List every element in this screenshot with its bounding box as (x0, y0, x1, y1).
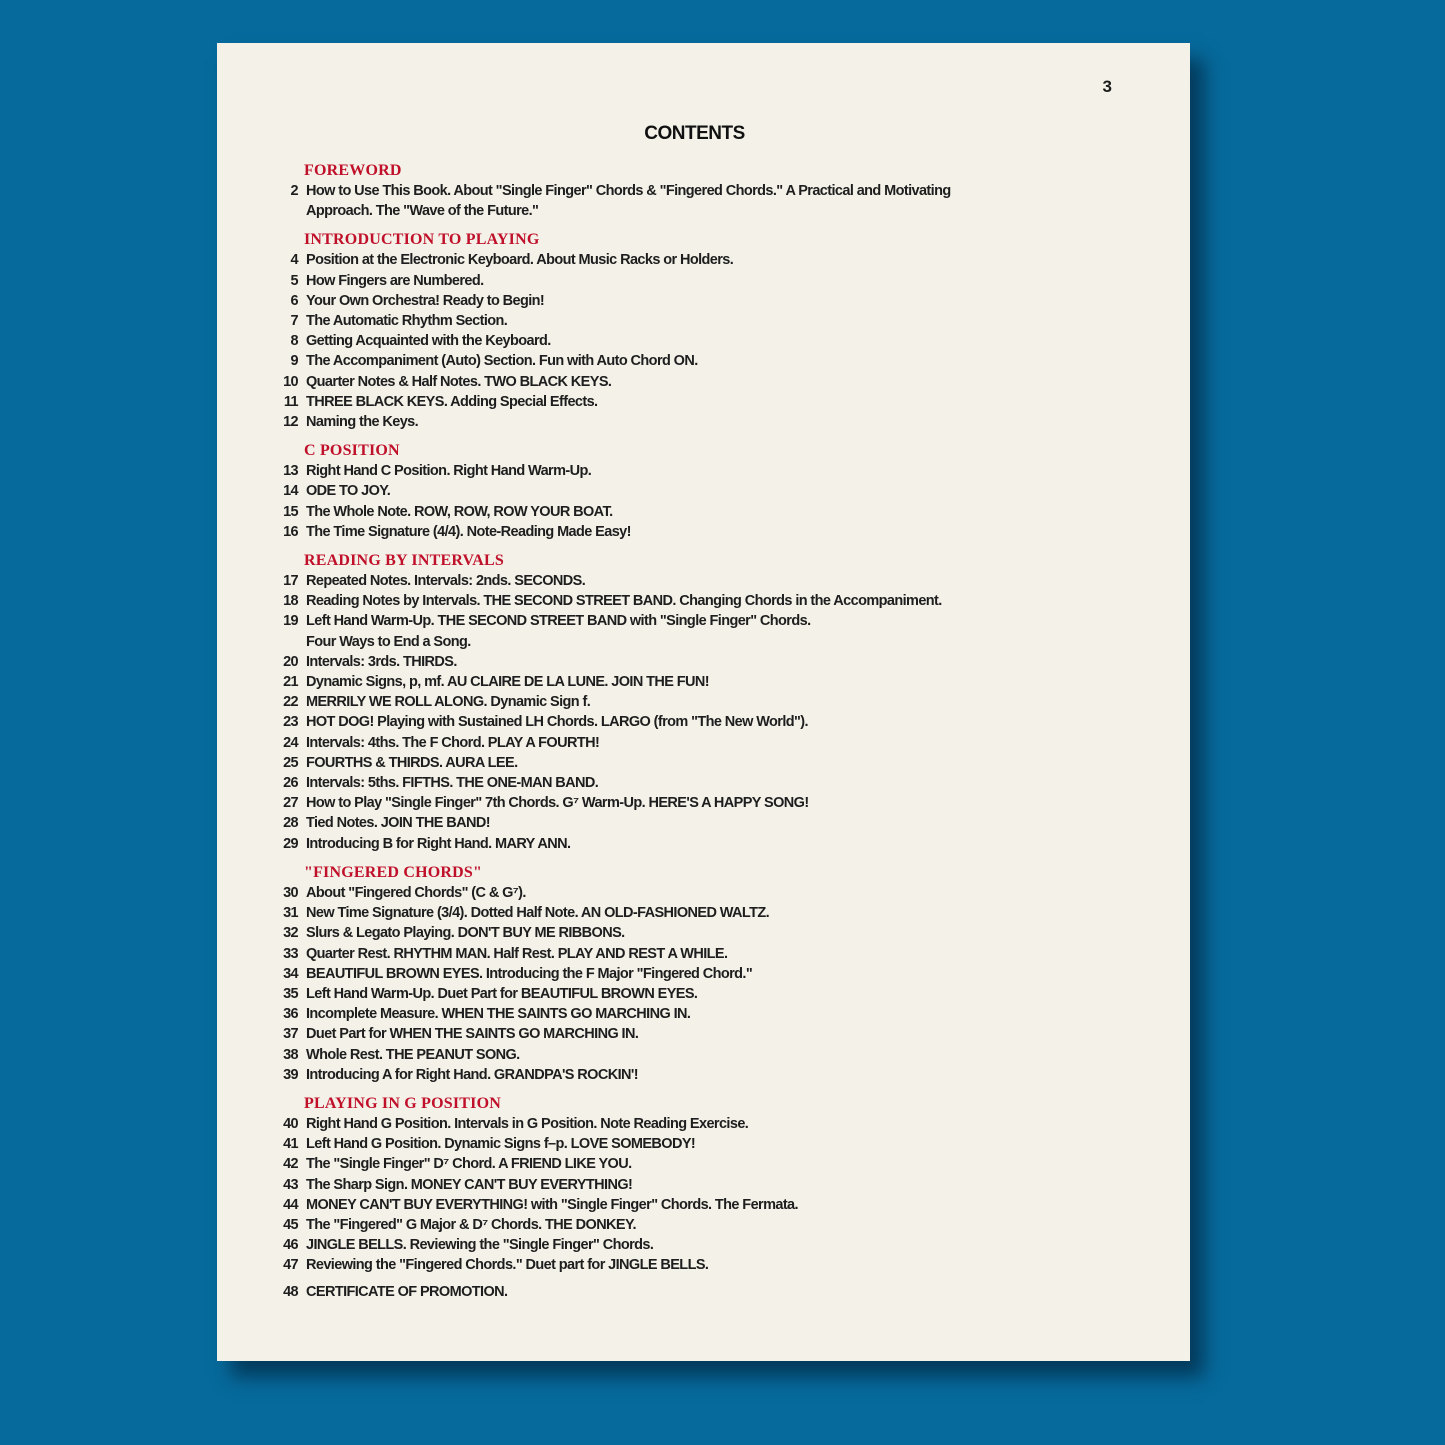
toc-entry-title: The Accompaniment (Auto) Section. Fun with Auto Chord ON. (306, 353, 698, 370)
toc-entry (272, 1235, 1152, 1255)
toc-entry-page-number: 19 (283, 613, 298, 630)
toc-entry-title: New Time Signature (3/4). Dotted Half Note. AN OLD-FASHIONED WALTZ. (306, 905, 770, 922)
toc-entry-page-number: 22 (283, 694, 298, 711)
toc-entry-page-number: 25 (283, 754, 298, 771)
toc-entry-page-number: 14 (283, 483, 298, 500)
toc-entry-title: How to Play "Single Finger" 7th Chords. G⁷ Warm-Up. HERE'S A HAPPY SONG! (306, 795, 809, 812)
toc-entry (272, 412, 1152, 432)
toc-entry-title: About "Fingered Chords" (C & G⁷). (306, 884, 526, 901)
toc-entry (272, 291, 1152, 311)
toc-entry-page-number: 31 (283, 905, 298, 922)
toc-entry (272, 1154, 1152, 1174)
toc-entry-title: FOURTHS & THIRDS. AURA LEE. (306, 754, 518, 771)
toc-entry (272, 672, 1152, 692)
toc-entry (272, 692, 1152, 712)
toc-entry (272, 813, 1152, 833)
toc-entry-page-number: 8 (290, 333, 298, 350)
toc-entry-title: Right Hand G Position. Intervals in G Position. Note Reading Exercise. (306, 1115, 749, 1132)
toc-entry-page-number: 46 (283, 1237, 298, 1254)
toc-entry-title: Intervals: 4ths. The F Chord. PLAY A FOURTH! (306, 734, 600, 751)
toc-entry-title: How Fingers are Numbered. (306, 272, 484, 289)
toc-entry-page-number: 26 (283, 775, 298, 792)
section-heading: INTRODUCTION TO PLAYING (304, 231, 540, 249)
toc-entry-title: Left Hand G Position. Dynamic Signs f–p. LOVE SOMEBODY! (306, 1136, 696, 1153)
toc-entry-page-number: 38 (283, 1046, 298, 1063)
page-title: CONTENTS (644, 123, 745, 144)
toc-entry (272, 522, 1152, 542)
toc-entry-page-number: 29 (283, 835, 298, 852)
toc-entry-title: HOT DOG! Playing with Sustained LH Chords. LARGO (from "The New World"). (306, 714, 808, 731)
section-heading: C POSITION (304, 442, 400, 460)
toc-entry-page-number: 16 (283, 523, 298, 540)
toc-entry-title: BEAUTIFUL BROWN EYES. Introducing the F Major "Fingered Chord." (306, 965, 753, 982)
section-heading: READING BY INTERVALS (304, 552, 504, 570)
toc-entry (272, 461, 1152, 481)
toc-entry-page-number: 12 (283, 414, 298, 431)
toc-entry (272, 1134, 1152, 1154)
toc-entry-page-number: 36 (283, 1006, 298, 1023)
toc-entry-title: The "Single Finger" D⁷ Chord. A FRIEND LIKE YOU. (306, 1156, 632, 1173)
toc-entry-page-number: 9 (290, 353, 298, 370)
toc-entry-page-number: 42 (283, 1156, 298, 1173)
toc-entry (272, 1065, 1152, 1085)
table-of-contents (272, 160, 1152, 1302)
toc-entry (272, 351, 1152, 371)
toc-entry-page-number: 28 (283, 815, 298, 832)
toc-entry-title: Introducing B for Right Hand. MARY ANN. (306, 835, 571, 852)
toc-entry (272, 753, 1152, 773)
section-heading: PLAYING IN G POSITION (304, 1094, 501, 1112)
toc-entry (272, 773, 1152, 793)
toc-entry-page-number: 40 (283, 1115, 298, 1132)
toc-entry-page-number: 24 (283, 734, 298, 751)
toc-entry (272, 571, 1152, 591)
toc-entry (272, 944, 1152, 964)
section-heading: FOREWORD (304, 162, 402, 179)
toc-entry (272, 652, 1152, 672)
toc-entry (272, 883, 1152, 903)
toc-entry-title: MERRILY WE ROLL ALONG. Dynamic Sign f. (306, 694, 591, 711)
toc-entry-page-number: 43 (283, 1176, 298, 1193)
toc-entry-page-number: 23 (283, 714, 298, 731)
toc-entry-page-number: 18 (283, 593, 298, 610)
toc-entry-title: The Time Signature (4/4). Note-Reading Made Easy! (306, 523, 631, 540)
toc-entry (272, 1024, 1152, 1044)
toc-entry-title: Whole Rest. THE PEANUT SONG. (306, 1046, 520, 1063)
toc-entry-title: Left Hand Warm-Up. Duet Part for BEAUTIFUL BROWN EYES. (306, 985, 698, 1002)
toc-entry (272, 1004, 1152, 1024)
toc-entry-page-number: 39 (283, 1066, 298, 1083)
toc-entry-page-number: 44 (283, 1196, 298, 1213)
toc-entry-title: The Sharp Sign. MONEY CAN'T BUY EVERYTHING! (306, 1176, 633, 1193)
toc-entry-title: Tied Notes. JOIN THE BAND! (306, 815, 490, 832)
toc-entry-page-number: 30 (283, 884, 298, 901)
toc-entry-page-number: 13 (283, 463, 298, 480)
section-heading: "FINGERED CHORDS" (304, 863, 483, 881)
toc-entry (272, 1215, 1152, 1235)
toc-entry-title: Slurs & Legato Playing. DON'T BUY ME RIBBONS. (306, 925, 625, 942)
toc-entry-title: Getting Acquainted with the Keyboard. (306, 333, 551, 350)
toc-entry (272, 923, 1152, 943)
toc-entry-page-number: 6 (290, 292, 298, 309)
toc-entry-page-number: 10 (283, 373, 298, 390)
page-number: 3 (1102, 77, 1112, 96)
toc-entry (272, 712, 1152, 732)
toc-entry (272, 984, 1152, 1004)
toc-entry (272, 271, 1152, 291)
toc-entry-page-number: 15 (283, 503, 298, 520)
toc-entry-title: Left Hand Warm-Up. THE SECOND STREET BAND with "Single Finger" Chords. Four Ways to End a Song. (306, 613, 811, 650)
toc-entry-title: JINGLE BELLS. Reviewing the "Single Finger" Chords. (306, 1237, 654, 1254)
toc-entry-page-number: 47 (283, 1257, 298, 1274)
toc-entry (272, 502, 1152, 522)
toc-entry (272, 793, 1152, 813)
toc-entry-title: Intervals: 5ths. FIFTHS. THE ONE-MAN BAND. (306, 775, 599, 792)
toc-entry-page-number: 5 (290, 272, 298, 289)
toc-entry (272, 733, 1152, 753)
toc-entry-page-number: 20 (283, 653, 298, 670)
toc-entry (272, 1175, 1152, 1195)
toc-entry-title: Dynamic Signs, p, mf. AU CLAIRE DE LA LUNE. JOIN THE FUN! (306, 674, 709, 691)
toc-entry (272, 331, 1152, 351)
toc-entry-title: Duet Part for WHEN THE SAINTS GO MARCHING IN. (306, 1026, 639, 1043)
toc-entry-title: Reviewing the "Fingered Chords." Duet part for JINGLE BELLS. (306, 1257, 709, 1274)
toc-entry (272, 1045, 1152, 1065)
toc-entry (272, 1114, 1152, 1134)
toc-entry-title: How to Use This Book. About "Single Finger" Chords & "Fingered Chords." A Practical and Motivating Approach. The "Wave of the Future." (306, 183, 951, 220)
toc-entry-page-number: 32 (283, 925, 298, 942)
toc-entry-title: Position at the Electronic Keyboard. About Music Racks or Holders. (306, 252, 734, 269)
toc-entry (272, 181, 1152, 221)
toc-entry (272, 250, 1152, 270)
toc-entry-title: Introducing A for Right Hand. GRANDPA'S ROCKIN'! (306, 1066, 638, 1083)
toc-entry-title: Intervals: 3rds. THIRDS. (306, 653, 457, 670)
toc-entry-title: Quarter Rest. RHYTHM MAN. Half Rest. PLAY AND REST A WHILE. (306, 945, 728, 962)
toc-entry-page-number: 7 (290, 313, 298, 330)
toc-entry (272, 591, 1152, 611)
toc-entry-title: THREE BLACK KEYS. Adding Special Effects. (306, 393, 598, 410)
toc-entry (272, 311, 1152, 331)
toc-entry-page-number: 35 (283, 985, 298, 1002)
toc-entry-final (272, 1282, 1152, 1302)
book-page (217, 43, 1190, 1361)
toc-entry-page-number: 11 (283, 393, 298, 410)
toc-entry-page-number: 4 (290, 252, 298, 269)
toc-entry (272, 1195, 1152, 1215)
toc-entry-title: Right Hand C Position. Right Hand Warm-Up. (306, 463, 592, 480)
toc-entry-page-number: 17 (283, 573, 298, 590)
toc-entry-page-number: 34 (283, 965, 298, 982)
toc-entry-title: Incomplete Measure. WHEN THE SAINTS GO MARCHING IN. (306, 1006, 691, 1023)
toc-entry (272, 903, 1152, 923)
toc-entry-title: Repeated Notes. Intervals: 2nds. SECONDS. (306, 573, 586, 590)
toc-entry-title: CERTIFICATE OF PROMOTION. (306, 1283, 508, 1300)
toc-entry-title: ODE TO JOY. (306, 483, 391, 500)
toc-entry-title: Quarter Notes & Half Notes. TWO BLACK KEYS. (306, 373, 612, 390)
toc-entry-title: The Automatic Rhythm Section. (306, 313, 508, 330)
toc-entry (272, 834, 1152, 854)
toc-entry-title: MONEY CAN'T BUY EVERYTHING! with "Single Finger" Chords. The Fermata. (306, 1196, 798, 1213)
toc-entry-page-number: 41 (283, 1136, 298, 1153)
toc-entry-page-number: 48 (283, 1283, 298, 1300)
toc-entry (272, 1255, 1152, 1275)
toc-entry-page-number: 27 (283, 795, 298, 812)
toc-entry-page-number: 37 (283, 1026, 298, 1043)
toc-entry-title: The "Fingered" G Major & D⁷ Chords. THE DONKEY. (306, 1216, 636, 1233)
toc-entry-page-number: 21 (283, 674, 298, 691)
toc-entry-title: Your Own Orchestra! Ready to Begin! (306, 292, 545, 309)
toc-entry (272, 372, 1152, 392)
toc-entry-page-number: 33 (283, 945, 298, 962)
toc-entry (272, 481, 1152, 501)
toc-entry (272, 392, 1152, 412)
toc-entry (272, 964, 1152, 984)
toc-entry-page-number: 45 (283, 1216, 298, 1233)
toc-entry (272, 611, 1152, 651)
toc-entry-page-number: 2 (290, 183, 298, 199)
toc-entry-title: Naming the Keys. (306, 414, 419, 431)
toc-entry-title: The Whole Note. ROW, ROW, ROW YOUR BOAT. (306, 503, 613, 520)
toc-entry-title: Reading Notes by Intervals. THE SECOND STREET BAND. Changing Chords in the Accompaniment. (306, 593, 942, 610)
